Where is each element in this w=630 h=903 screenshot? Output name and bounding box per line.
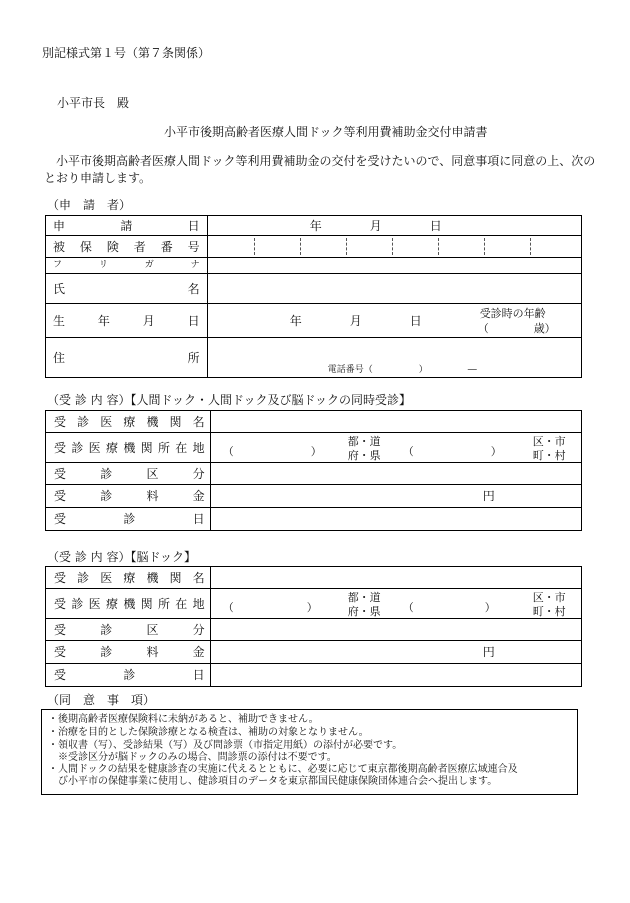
exam2-date-label-cell [46,664,211,687]
month-unit: 月 [369,219,382,233]
exam1-table [45,410,582,531]
exam1-fee-label: 受 診 料 金 [54,489,205,503]
intro-line-1: 小平市後期高齢者医療人間ドック等利用費補助金の交付を受けたいので、同意事項に同意の上、次の [44,154,596,168]
age-unit: 歳） [533,322,556,335]
exam2-institution-field[interactable] [210,567,581,589]
exam1-city-1: 区・市 [532,435,566,448]
intro-line-2: とおり申請します。 [44,171,152,185]
apply-date-label: 申 請 日 [53,219,200,233]
apply-date-label-cell [46,216,208,236]
exam2-category-label-cell [46,619,211,641]
exam2-loc-open-2: （ [402,601,414,614]
exam1-section-heading: （受 診 内 容）【人間ドック・人間ドック及び脳ドックの同時受診】 [47,393,412,407]
exam2-location-label: 受 診 医 療 機 関 所 在 地 [54,597,205,611]
age-label: 受診時の年齢 [479,307,546,320]
birth-year-unit: 年 [289,314,302,328]
exam2-section-heading: （受 診 内 容）【脳ドック】 [47,550,196,564]
exam2-loc-open-1: （ [222,601,234,614]
birth-date-field[interactable] [207,304,581,338]
exam2-institution-label-cell [46,567,211,589]
exam1-date-field[interactable] [210,508,581,531]
applicant-section-heading: （申 請 者） [47,198,132,212]
birth-month-unit: 月 [349,314,362,328]
birth-date-label-cell [46,304,208,338]
exam1-loc-close-1: ） [310,445,322,458]
exam1-category-label: 受 診 区 分 [54,467,205,481]
exam1-institution-field[interactable] [210,411,581,433]
exam1-location-field[interactable] [210,433,581,463]
exam2-institution-label: 受 診 医 療 機 関 名 [54,571,205,585]
birth-day-unit: 日 [409,314,422,328]
applicant-table [45,215,582,378]
age-open-paren: （ [477,322,489,335]
phone-dash: ― [467,365,477,375]
consent-item: び小平市の保健事業に使用し、健診項目のデータを東京都国民健康保険団体連合会へ提出します。 [48,776,498,787]
insured-number-label: 被 保 険 者 番 号 [53,240,200,254]
consent-item: ・後期高齢者医療保険料に未納があると、補助できません。 [48,714,319,725]
exam1-category-field[interactable] [210,463,581,485]
exam2-category-label: 受 診 区 分 [54,623,205,637]
exam2-loc-close-1: ） [306,601,318,614]
name-label: 氏 名 [53,282,200,296]
address-label-cell [46,338,208,378]
page-title: 小平市後期高齢者医療人間ドック等利用費補助金交付申請書 [164,125,488,139]
exam2-category-field[interactable] [210,619,581,641]
exam1-location-label-cell [46,433,211,463]
exam1-location-label: 受 診 医 療 機 関 所 在 地 [54,441,205,455]
exam2-date-label: 受 診 日 [54,668,205,682]
exam1-fee-label-cell [46,485,211,508]
exam2-fee-label: 受 診 料 金 [54,645,205,659]
consent-box [41,709,578,795]
year-unit: 年 [309,219,322,233]
address-field[interactable] [207,338,581,378]
addressee: 小平市長 殿 [57,96,130,110]
exam1-date-label-cell [46,508,211,531]
exam1-loc-open-2: （ [402,445,414,458]
exam1-institution-label: 受 診 医 療 機 関 名 [54,415,205,429]
exam1-loc-open-1: （ [222,445,234,458]
day-unit: 日 [429,219,442,233]
exam1-prefecture-2: 府・県 [347,449,381,462]
consent-item: ・領収書（写）、受診結果（写）及び問診票（市指定用紙）の添付が必要です。 [48,740,403,751]
exam2-date-field[interactable] [210,664,581,687]
name-label-cell [46,274,208,304]
exam2-city-1: 区・市 [532,591,566,604]
phone-close-paren: ） [418,365,428,375]
apply-date-field[interactable] [207,216,581,236]
exam1-institution-label-cell [46,411,211,433]
exam1-prefecture-1: 都・道 [347,435,381,448]
furigana-label: フ リ ガ ナ [53,260,200,270]
consent-item: ・治療を目的とした保険診療となる検査は、補助の対象となりません。 [48,727,369,738]
exam1-city-2: 町・村 [532,449,566,462]
form-number: 別記様式第１号（第７条関係） [42,46,211,60]
insured-number-field[interactable] [207,236,581,258]
exam2-location-label-cell [46,589,211,619]
furigana-field[interactable] [207,258,581,274]
exam1-yen-unit: 円 [482,489,495,503]
address-label: 住 所 [53,351,200,365]
exam2-fee-field[interactable] [210,641,581,664]
exam2-table [45,566,582,687]
exam1-date-label: 受 診 日 [54,512,205,526]
birth-date-label: 生 年 月 日 [53,314,200,328]
insured-number-label-cell [46,236,208,258]
exam2-loc-close-2: ） [484,601,496,614]
consent-section-heading: （同 意 事 項） [47,693,156,707]
exam1-loc-close-2: ） [490,445,502,458]
consent-item: ※受診区分が脳ドックのみの場合、問診票の添付は不要です。 [48,752,337,763]
exam2-yen-unit: 円 [482,645,495,659]
exam1-fee-field[interactable] [210,485,581,508]
exam2-fee-label-cell [46,641,211,664]
exam2-prefecture-2: 府・県 [347,605,381,618]
exam2-prefecture-1: 都・道 [347,591,381,604]
phone-label: 電話番号（ [327,365,373,375]
exam1-category-label-cell [46,463,211,485]
furigana-label-cell [46,258,208,274]
consent-item: ・人間ドックの結果を健康診査の実施に代えるとともに、必要に応じて東京都後期高齢者医療広域連合及 [48,764,518,775]
exam2-city-2: 町・村 [532,605,566,618]
exam2-location-field[interactable] [210,589,581,619]
name-field[interactable] [207,274,581,304]
